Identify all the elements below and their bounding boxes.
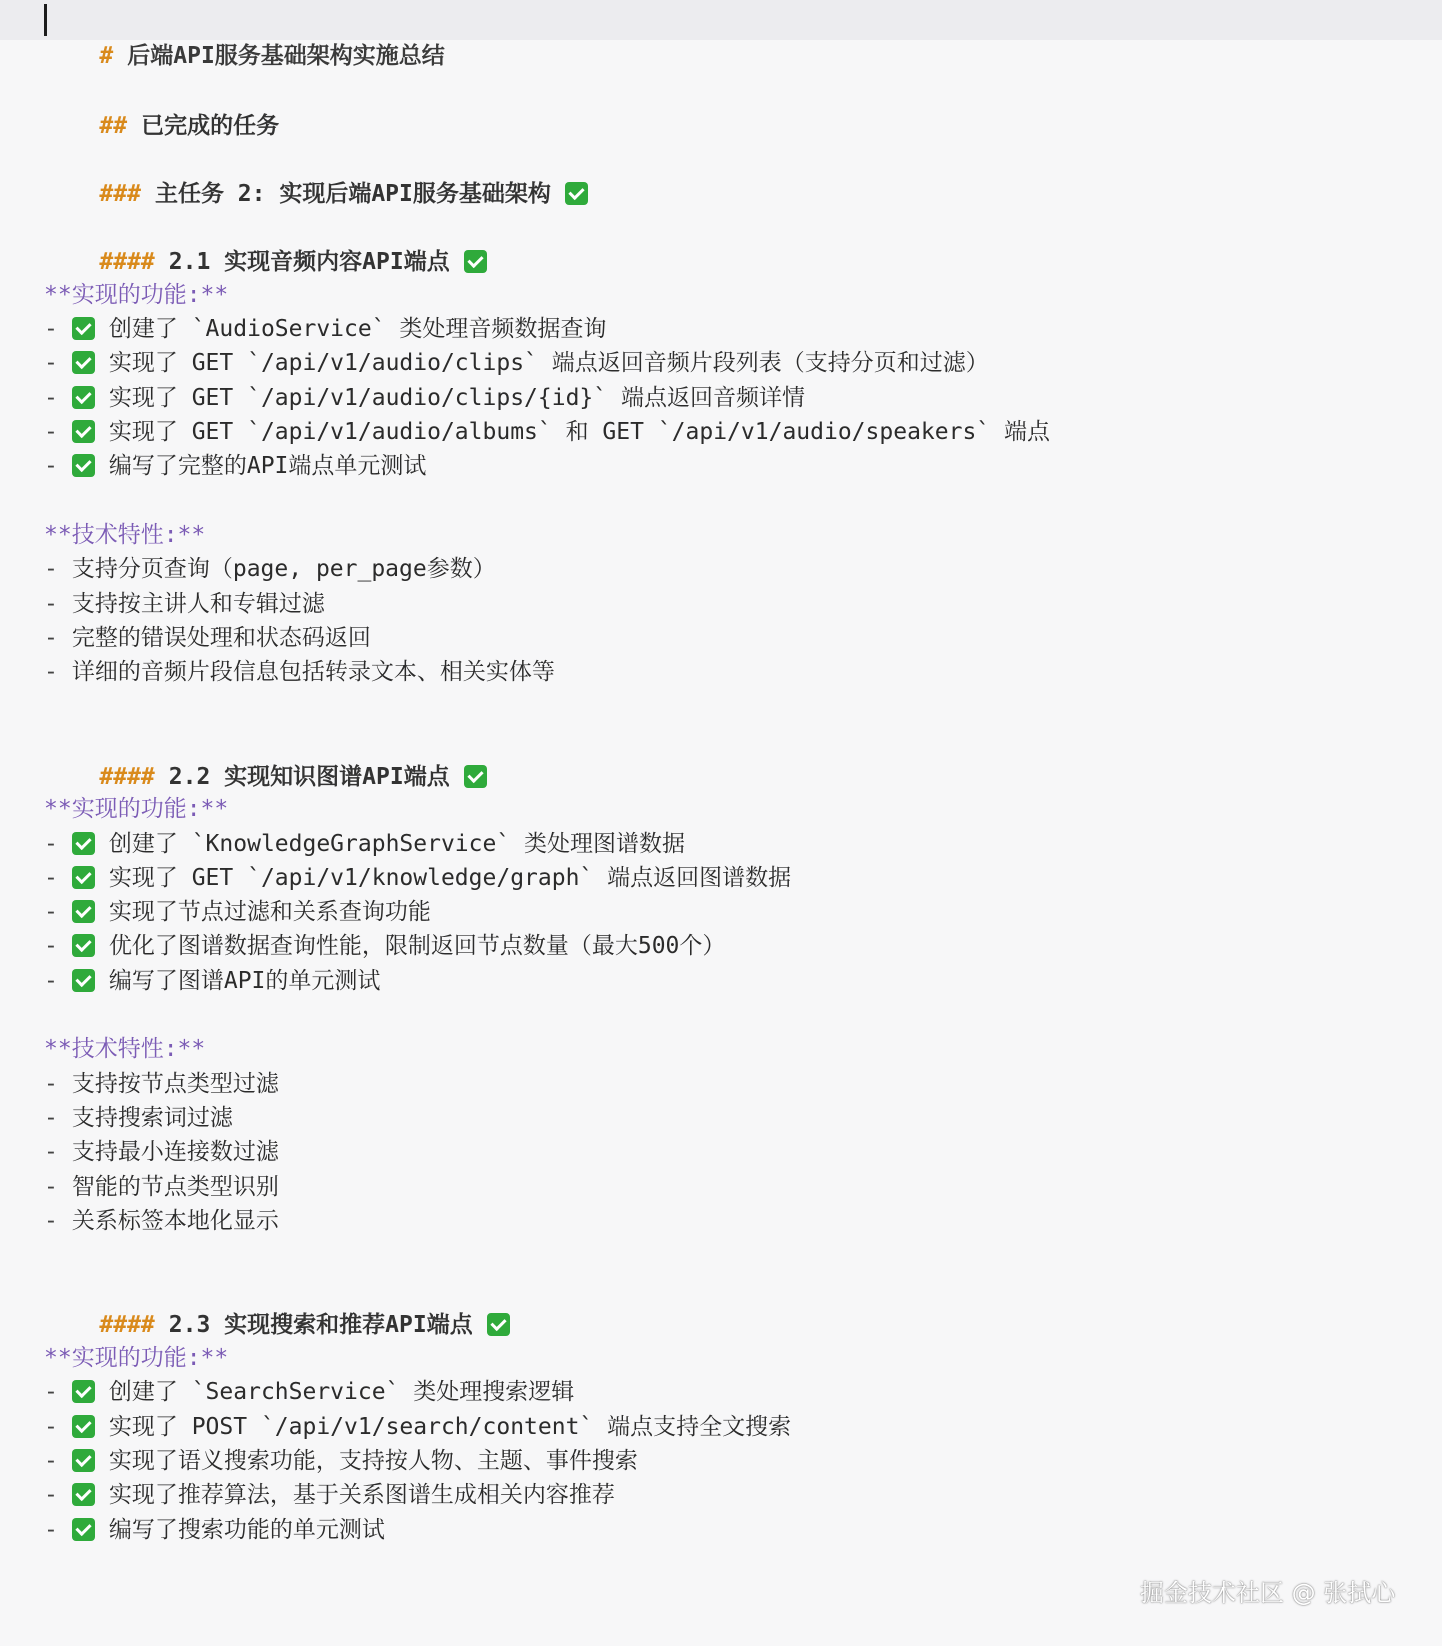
list-dash: -: [44, 899, 58, 925]
list-dash: -: [44, 659, 58, 685]
list-dash: -: [44, 316, 58, 342]
h4-line[interactable]: [44, 208, 487, 275]
feature-text: 实现了 GET `/api/v1/audio/clips` 端点返回音频片段列表（支持分页和过滤）: [108, 350, 989, 376]
feature-item[interactable]: [44, 1374, 574, 1410]
tech-text: 支持分页查询（page, per_page参数）: [71, 556, 496, 582]
tech-text: 详细的音频片段信息包括转录文本、相关实体等: [71, 659, 555, 685]
feature-item[interactable]: [44, 1409, 791, 1445]
feature-item[interactable]: [44, 311, 606, 347]
feature-item[interactable]: [44, 826, 685, 862]
feature-item[interactable]: [44, 1512, 385, 1548]
feature-text: 创建了 `AudioService` 类处理音频数据查询: [108, 316, 607, 342]
tech-text: 支持按主讲人和专辑过滤: [71, 591, 325, 617]
section-heading: 2.3 实现搜索和推荐API端点: [168, 1312, 473, 1338]
feature-item[interactable]: [44, 894, 431, 930]
features-label: **实现的功能:**: [44, 282, 229, 308]
feature-item[interactable]: [44, 1443, 638, 1479]
list-dash: -: [44, 1482, 58, 1508]
tech-item[interactable]: [44, 1134, 279, 1170]
feature-item[interactable]: [44, 963, 380, 999]
tech-label: **技术特性:**: [44, 1036, 206, 1062]
h4-line[interactable]: [44, 723, 487, 790]
list-dash: -: [44, 1208, 58, 1234]
h3-marker: ###: [99, 181, 141, 207]
check-icon: [72, 866, 95, 889]
feature-text: 编写了搜索功能的单元测试: [108, 1517, 385, 1543]
h4-marker: ####: [99, 764, 155, 790]
feature-text: 实现了语义搜索功能，支持按人物、主题、事件搜索: [108, 1448, 638, 1474]
tech-item[interactable]: [44, 620, 371, 656]
feature-item[interactable]: [44, 345, 989, 381]
check-icon: [72, 934, 95, 957]
list-dash: -: [44, 1517, 58, 1543]
check-icon: [464, 765, 487, 788]
document-title: 后端API服务基础架构实施总结: [127, 43, 445, 69]
tech-item[interactable]: [44, 1100, 233, 1136]
list-dash: -: [44, 591, 58, 617]
tech-item[interactable]: [44, 551, 496, 587]
h2-marker: ##: [99, 113, 128, 139]
feature-text: 实现了 GET `/api/v1/audio/albums` 和 GET `/api/v1/audio/speakers` 端点: [108, 419, 1050, 445]
list-dash: -: [44, 625, 58, 651]
feature-text: 实现了 GET `/api/v1/knowledge/graph` 端点返回图谱数据: [108, 865, 792, 891]
features-label: **实现的功能:**: [44, 1345, 229, 1371]
h2-line[interactable]: [44, 72, 280, 139]
list-dash: -: [44, 1105, 58, 1131]
check-icon: [72, 454, 95, 477]
list-dash: -: [44, 831, 58, 857]
check-icon: [72, 969, 95, 992]
check-icon: [72, 1449, 95, 1472]
list-dash: -: [44, 453, 58, 479]
check-icon: [72, 1483, 95, 1506]
feature-item[interactable]: [44, 448, 426, 484]
tech-text: 智能的节点类型识别: [71, 1174, 279, 1200]
check-icon: [565, 182, 588, 205]
h4-marker: ####: [99, 1312, 155, 1338]
feature-text: 实现了 POST `/api/v1/search/content` 端点支持全文搜索: [108, 1414, 792, 1440]
feature-text: 编写了图谱API的单元测试: [108, 968, 381, 994]
features-label: **实现的功能:**: [44, 796, 229, 822]
h4-marker: ####: [99, 249, 155, 275]
tech-item[interactable]: [44, 586, 325, 622]
completed-heading: 已完成的任务: [141, 113, 280, 139]
tech-item[interactable]: [44, 1066, 279, 1102]
list-dash: -: [44, 556, 58, 582]
feature-item[interactable]: [44, 928, 725, 964]
check-icon: [72, 317, 95, 340]
list-dash: -: [44, 1174, 58, 1200]
h1-marker: #: [99, 43, 114, 69]
feature-text: 创建了 `SearchService` 类处理搜索逻辑: [108, 1379, 575, 1405]
feature-item[interactable]: [44, 380, 805, 416]
tech-label: **技术特性:**: [44, 522, 206, 548]
list-dash: -: [44, 385, 58, 411]
check-icon: [72, 900, 95, 923]
tech-text: 支持按节点类型过滤: [71, 1071, 279, 1097]
feature-text: 实现了节点过滤和关系查询功能: [108, 899, 431, 925]
feature-text: 优化了图谱数据查询性能，限制返回节点数量（最大500个）: [108, 933, 726, 959]
tech-text: 关系标签本地化显示: [71, 1208, 279, 1234]
check-icon: [72, 1415, 95, 1438]
h1-line[interactable]: [44, 2, 445, 69]
check-icon: [72, 1518, 95, 1541]
h3-line[interactable]: [44, 140, 588, 207]
list-dash: -: [44, 1448, 58, 1474]
list-dash: -: [44, 1414, 58, 1440]
tech-item[interactable]: [44, 654, 555, 690]
feature-text: 实现了 GET `/api/v1/audio/clips/{id}` 端点返回音频详情: [108, 385, 805, 411]
list-dash: -: [44, 968, 58, 994]
tech-text: 支持最小连接数过滤: [71, 1139, 279, 1165]
list-dash: -: [44, 419, 58, 445]
section-heading: 2.2 实现知识图谱API端点: [168, 764, 450, 790]
feature-item[interactable]: [44, 1477, 615, 1513]
check-icon: [72, 351, 95, 374]
tech-text: 支持搜索词过滤: [71, 1105, 233, 1131]
list-dash: -: [44, 865, 58, 891]
check-icon: [487, 1313, 510, 1336]
feature-item[interactable]: [44, 860, 791, 896]
list-dash: -: [44, 1071, 58, 1097]
tech-text: 完整的错误处理和状态码返回: [71, 625, 371, 651]
tech-item[interactable]: [44, 1203, 279, 1239]
feature-item[interactable]: [44, 414, 1050, 450]
list-dash: -: [44, 350, 58, 376]
check-icon: [72, 420, 95, 443]
feature-text: 创建了 `KnowledgeGraphService` 类处理图谱数据: [108, 831, 686, 857]
list-dash: -: [44, 1139, 58, 1165]
feature-text: 编写了完整的API端点单元测试: [108, 453, 427, 479]
check-icon: [72, 832, 95, 855]
main-task-heading: 主任务 2: 实现后端API服务基础架构: [154, 181, 551, 207]
h4-line[interactable]: [44, 1271, 510, 1338]
check-icon: [464, 250, 487, 273]
section-heading: 2.1 实现音频内容API端点: [168, 249, 450, 275]
tech-item[interactable]: [44, 1169, 279, 1205]
list-dash: -: [44, 933, 58, 959]
check-icon: [72, 1380, 95, 1403]
check-icon: [72, 386, 95, 409]
feature-text: 实现了推荐算法，基于关系图谱生成相关内容推荐: [108, 1482, 615, 1508]
list-dash: -: [44, 1379, 58, 1405]
watermark: 掘金技术社区 @ 张拭心: [1140, 1579, 1396, 1607]
